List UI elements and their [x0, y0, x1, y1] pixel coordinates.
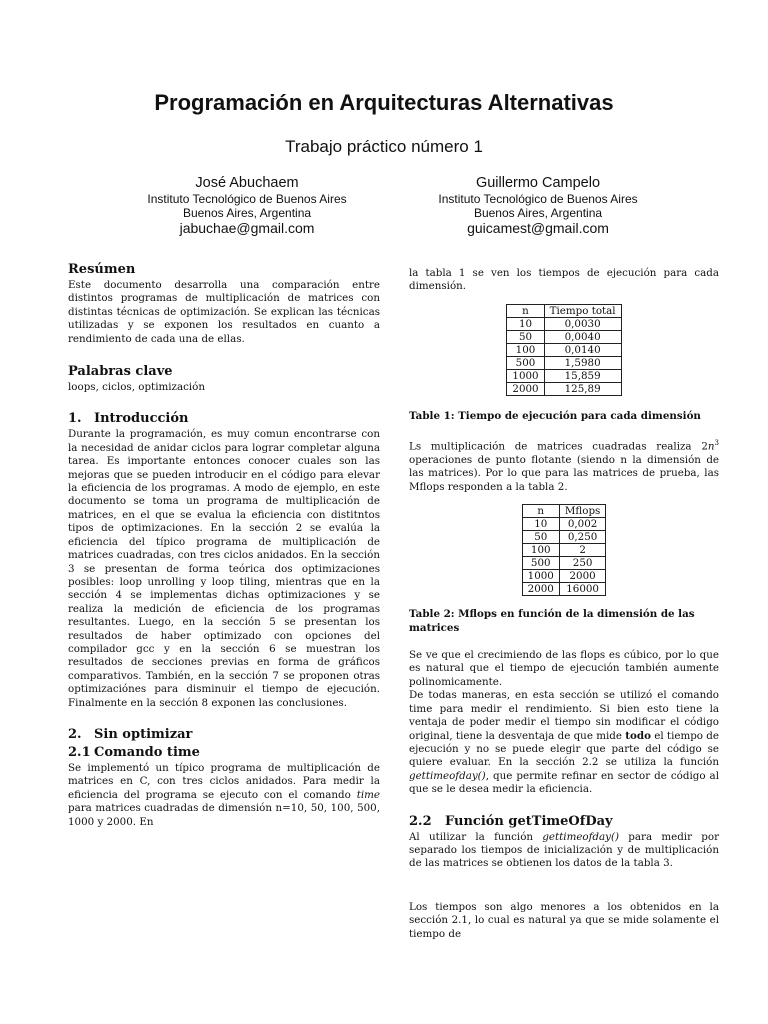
table-row [522, 544, 606, 557]
text-run: Al utilizar la función [409, 830, 543, 843]
final-paragraph: Los tiempos son algo menores a los obtenidos en la sección 2.1, lo cual es natural ya que se mide solamente el tiempo de [409, 900, 719, 940]
table-1 [506, 304, 621, 396]
math-variable: n [707, 440, 715, 453]
function-name: gettimeofday() [409, 769, 486, 782]
section-2-1-text [68, 762, 380, 829]
table-row [507, 317, 621, 330]
command-name: time [356, 788, 380, 801]
table-header-cell: n [507, 304, 544, 317]
table-cell: 125,89 [544, 382, 621, 395]
text-run: Se implementó un típico programa de multiplicación de matrices en C, con tres ciclos anidados. Para medir la eficiencia del programa se ejecuto con el comando [68, 761, 380, 801]
author-name: Guillermo Campelo [475, 175, 601, 191]
table-header-row [507, 304, 621, 317]
table-row [507, 343, 621, 356]
author-institution: Instituto Tecnológico de Buenos Aires [147, 192, 347, 206]
table-cell: 0,250 [559, 531, 606, 544]
section-1-heading [68, 411, 380, 427]
left-column [68, 262, 380, 829]
table-cell: 0,0030 [544, 317, 621, 330]
introduction-text: Durante la programación, es muy comun encontrarse con la necesidad de anidar ciclos para lograr completar alguna tarea. Es importante entonces conocer cuales son las mejoras que se pueden introducir en el código para elevar la eficiencia de los programas. A modo de ejemplo, en este documento se toma un programa de multiplicación de matrices, en el que se evalua la eficiencia con distitntos tipos de optimizaciones. En la sección 2 se evalúa la eficiencia del típico programa de multiplicación de matrices cuadradas, con tres ciclos anidados. En la sección 3 se presentan de forma teórica dos optimizaciones posibles: loop unrolling y loop tiling, mientras que en la sección 4 se implementas dichas optimizaciones y se realiza la medición de eficiencia de los programas resultantes. Luego, en la sección 5 se presentan los resultados de haber optimizado con opciones del compilador gcc y en la sección 6 se muestran los resultados de secciones previas en forma de gráficos comparativos. También, en la sección 7 se proponen otras optimizaciónes para disminuir el tiempo de ejecución. Finalmente en la sección 8 exponen las conclusiones. [68, 428, 380, 709]
table-row [507, 330, 621, 343]
table-cell: 250 [559, 557, 606, 570]
section-2-2-heading [409, 814, 719, 830]
table-cell: 2 [559, 544, 606, 557]
table-cell: 15,859 [544, 369, 621, 382]
right-column [409, 267, 719, 941]
text-run: el tiempo de ejecución y no se puede elegir que parte del código se quiere evaluar. En la sección 2.2 se utiliza la función [409, 729, 719, 769]
table-cell: 1000 [522, 570, 559, 583]
table-2-caption: Table 2: Mflops en función de la dimensión de las matrices [409, 608, 695, 634]
table-cell: 500 [522, 557, 559, 570]
section-number: 2. [68, 726, 82, 742]
section-title: Sin optimizar [94, 726, 193, 742]
author-email: jabuchae@gmail.com [179, 220, 315, 236]
table-cell: 500 [507, 356, 544, 369]
section-number: 2.2 [409, 813, 432, 829]
table-row [522, 557, 606, 570]
text-run: para medir por separado los tiempos de inicialización y de multiplicación de las matrices se obtienen los datos de la tabla 3. [409, 830, 719, 870]
keywords-heading: Palabras clave [68, 364, 173, 380]
section-2-heading [68, 727, 380, 743]
table-header-row [522, 505, 606, 518]
text-run: operaciones de punto flotante (siendo n la dimensión de las matrices). Por lo que para las matrices de prueba, las Mflops responden a la tabla 2. [409, 454, 719, 493]
text-run: , que permite refinar en sector de código al que se le desea medir la eficiencia. [409, 769, 719, 796]
paper-title: Programación en Arquitecturas Alternativas [154, 90, 614, 115]
table-cell: 10 [522, 518, 559, 531]
table-cell: 100 [522, 544, 559, 557]
section-title: Introducción [94, 411, 189, 427]
table-row [507, 356, 621, 369]
table-cell: 16000 [559, 583, 606, 596]
math-exponent: 3 [714, 439, 719, 448]
table-cell: 50 [507, 330, 544, 343]
time-command-paragraph [409, 689, 719, 796]
section-title: Función getTimeOfDay [445, 813, 613, 829]
table-2 [522, 504, 607, 596]
table-row [507, 382, 621, 395]
author-email: guicamest@gmail.com [467, 220, 609, 236]
section-number: 1. [68, 411, 82, 427]
emphasis-bold: todo [625, 729, 651, 742]
table-cell: 2000 [559, 570, 606, 583]
section-2-1-continued: la tabla 1 se ven los tiempos de ejecución para cada dimensión. [409, 267, 719, 293]
section-2-1-heading [68, 745, 380, 761]
table-cell: 2000 [522, 583, 559, 596]
author-block [97, 175, 397, 237]
section-number: 2.1 [68, 744, 91, 760]
cubic-growth-paragraph: Se ve que el crecimiendo de las flops es cúbico, por lo que es natural que el tiempo de ejecución también aumente polinomicamente. [409, 649, 719, 688]
text-run: para matrices cuadradas de dimensión n=10, 50, 100, 500, 1000 y 2000. En [68, 802, 380, 828]
author-institution: Instituto Tecnológico de Buenos Aires [438, 192, 638, 206]
text-run: Ls multiplicación de matrices cuadradas realiza 2 [409, 440, 708, 453]
author-location: Buenos Aires, Argentina [473, 206, 603, 220]
abstract-text: Este documento desarrolla una comparación entre distintos programas de multiplicación de matrices con distintas técnicas de optimización. Se explican las técnicas utilizadas y se exponen los resultados en cuanto a rendimiento de cada una de ellas. [68, 279, 380, 345]
author-location: Buenos Aires, Argentina [182, 206, 312, 220]
table-cell: 0,0140 [544, 343, 621, 356]
table-cell: 50 [522, 531, 559, 544]
paper-subtitle: Trabajo práctico número 1 [285, 137, 483, 156]
table-row [522, 518, 606, 531]
table-row [522, 531, 606, 544]
author-name: José Abuchaem [195, 175, 299, 191]
table-row [522, 583, 606, 596]
text-run: De todas maneras, en esta sección se utilizó el comando time para medir el rendimiento. Si bien esto tiene la ventaja de poder medir el tiempo sin modificar el código original, tiene la desventaja de que mide [409, 689, 719, 742]
table-cell: 1,5980 [544, 356, 621, 369]
table-row [507, 369, 621, 382]
table-header-cell: Tiempo total [544, 304, 621, 317]
table-cell: 2000 [507, 382, 544, 395]
author-block [388, 175, 688, 237]
table-cell: 100 [507, 343, 544, 356]
table-row [522, 570, 606, 583]
keywords-text: loops, ciclos, optimización [68, 381, 205, 394]
table-cell: 0,0040 [544, 330, 621, 343]
flops-paragraph [409, 437, 719, 494]
section-title: Comando time [94, 744, 200, 760]
table-1-caption: Table 1: Tiempo de ejecución para cada dimensión [409, 409, 701, 422]
section-2-2-text [409, 831, 719, 871]
table-header-cell: n [522, 505, 559, 518]
table-cell: 10 [507, 317, 544, 330]
table-cell: 0,002 [559, 518, 606, 531]
table-cell: 1000 [507, 369, 544, 382]
function-name: gettimeofday() [542, 830, 620, 843]
table-header-cell: Mflops [559, 505, 606, 518]
abstract-heading: Resúmen [68, 262, 136, 277]
